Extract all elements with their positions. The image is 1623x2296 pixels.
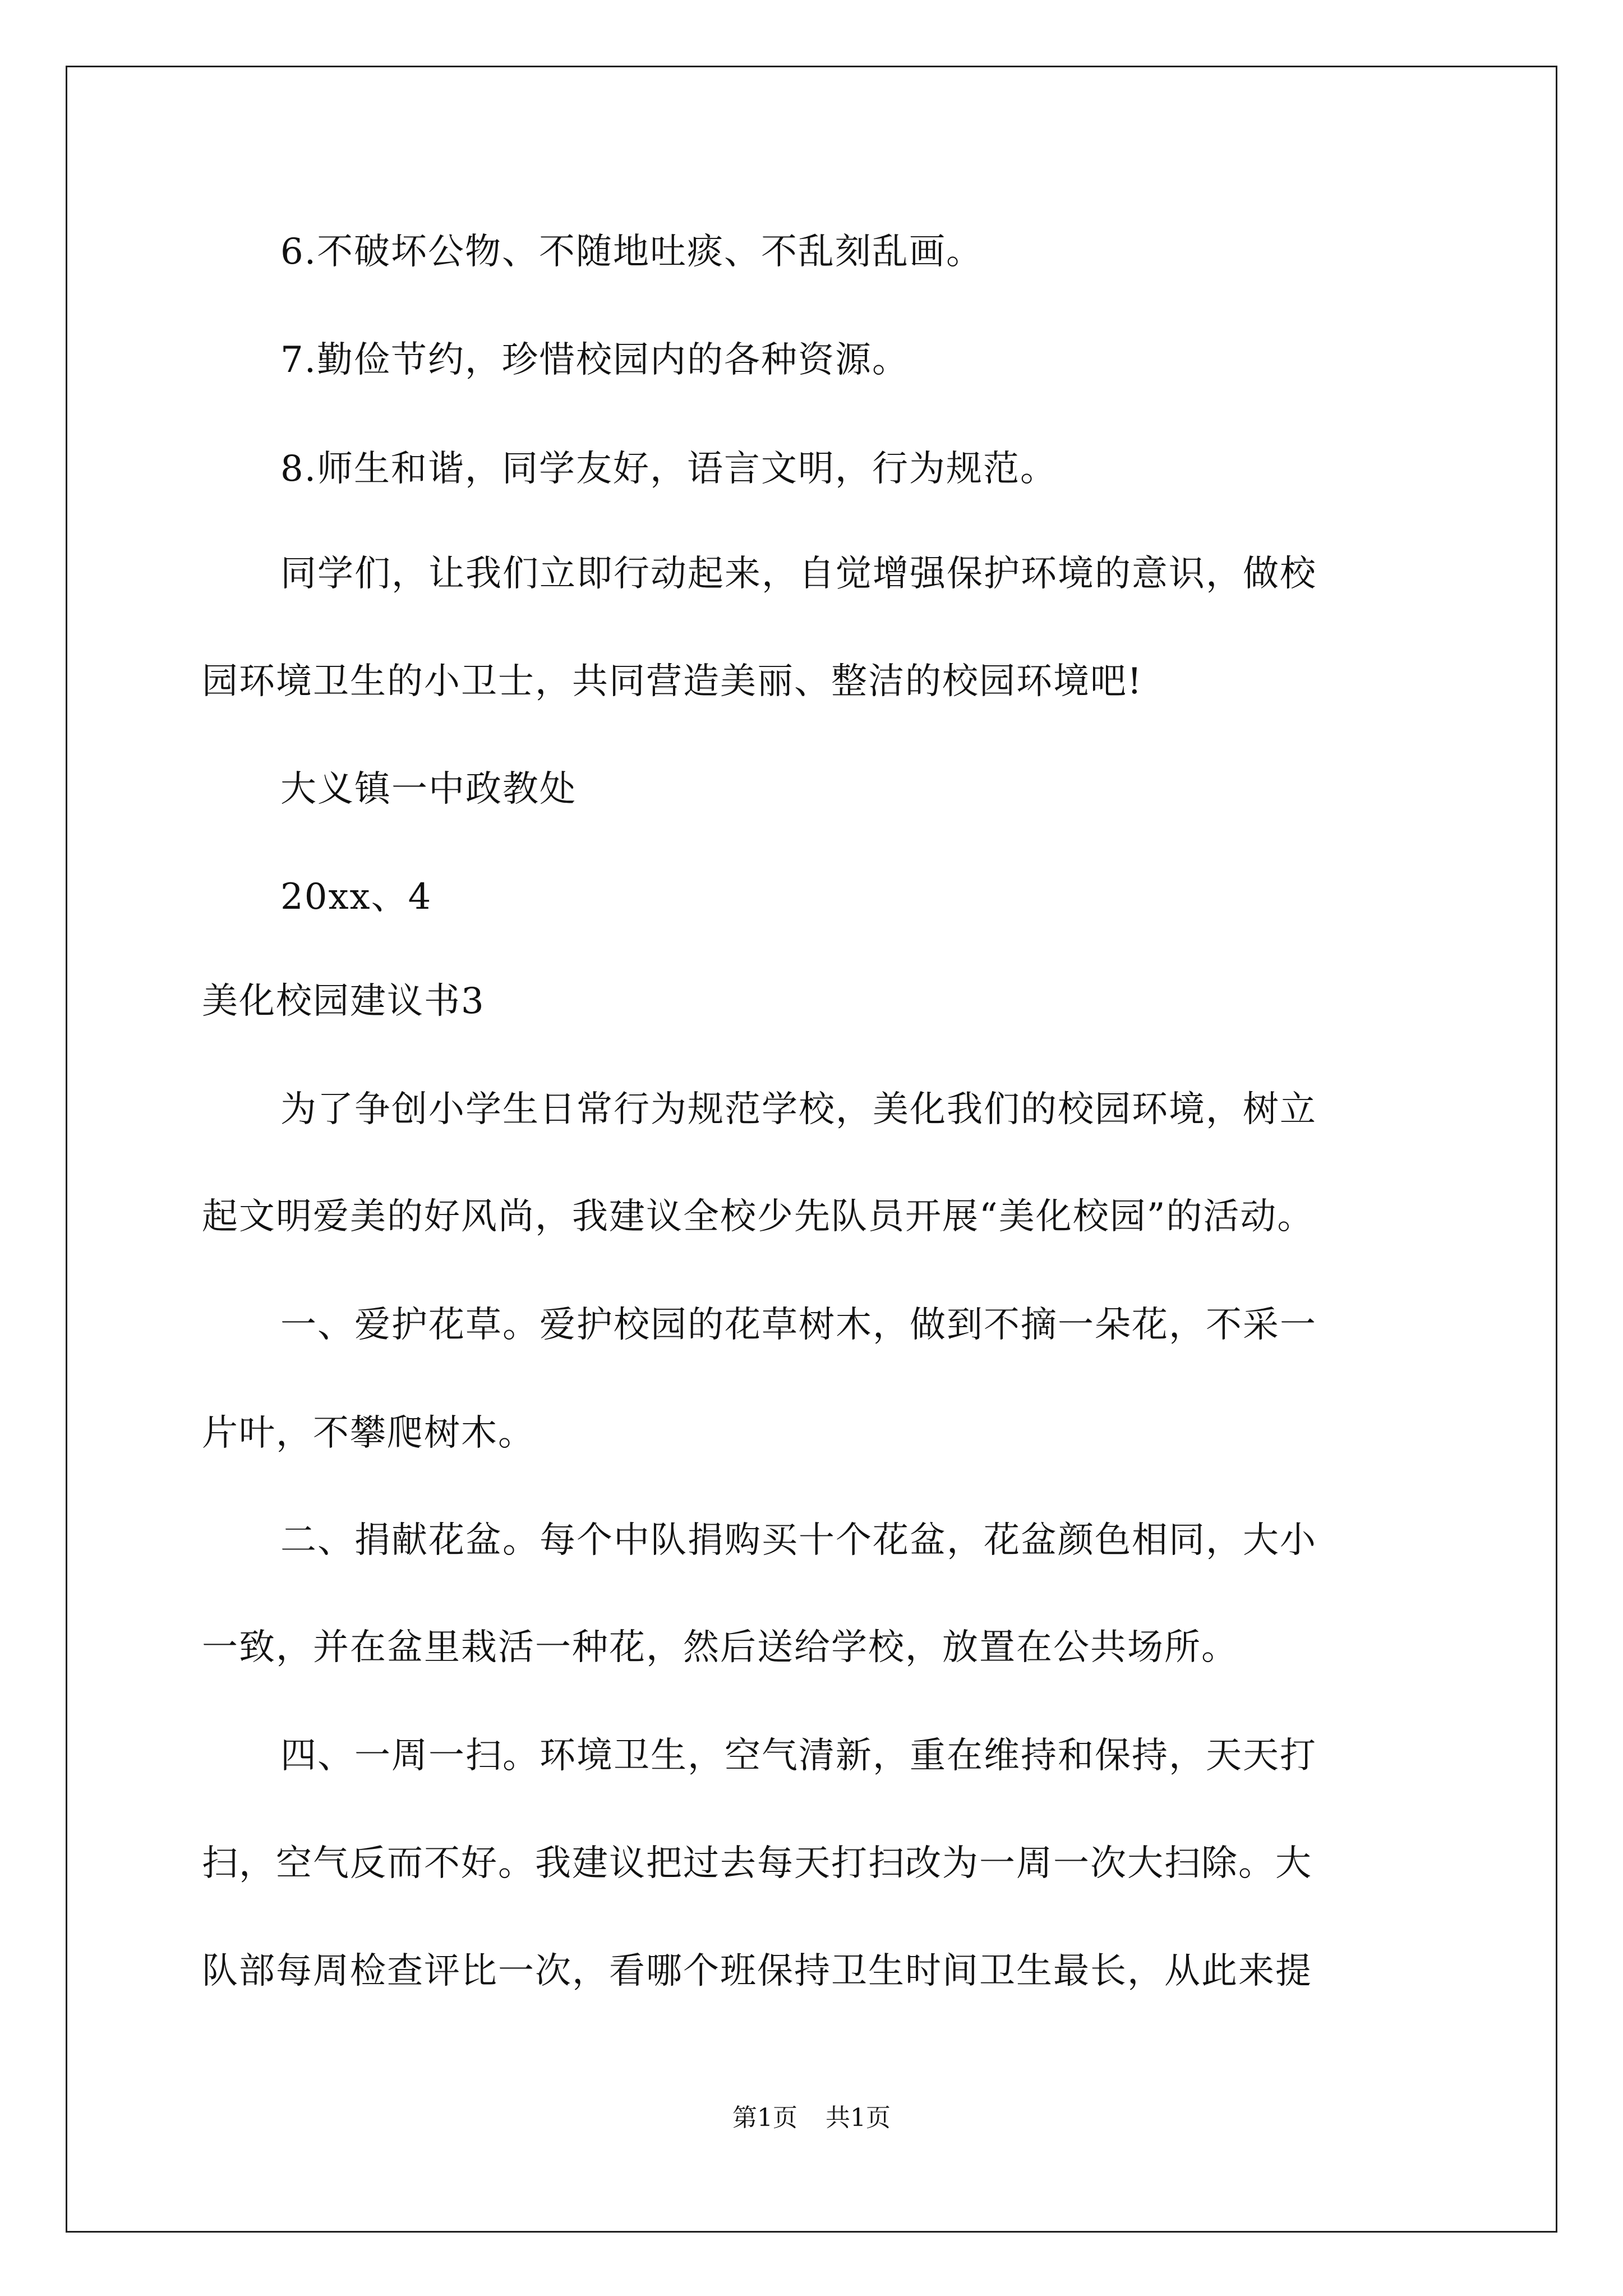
text-line: 同学们，让我们立即行动起来，自觉增强保护环境的意识，做校 [280, 553, 1317, 595]
text-line: 片叶，不攀爬树木。 [202, 1412, 535, 1454]
page-footer [0, 2106, 1623, 2131]
text-line: 园环境卫生的小卫士，共同营造美丽、整洁的校园环境吧! [202, 661, 1143, 702]
text-line: 四、一周一扫。环境卫生，空气清新，重在维持和保持，天天打 [280, 1735, 1317, 1777]
text-line: 为了争创小学生日常行为规范学校，美化我们的校园环境，树立 [280, 1089, 1317, 1130]
page-border [66, 66, 1557, 2233]
text-line: 二、捐献花盆。每个中队捐购买十个花盆，花盆颜色相同，大小 [280, 1520, 1317, 1561]
text-line: 一致，并在盆里栽活一种花，然后送给学校，放置在公共场所。 [202, 1627, 1238, 1668]
section-heading: 美化校园建议书3 [202, 981, 485, 1022]
text-line: 一、爱护花草。爱护校园的花草树木，做到不摘一朵花，不采一 [280, 1304, 1317, 1346]
text-line: 20xx、4 [280, 876, 432, 918]
text-line: 8.师生和谐，同学友好，语言文明，行为规范。 [280, 448, 1058, 490]
page-number: 第1页 [732, 2104, 797, 2132]
text-line: 大义镇一中政教处 [280, 769, 577, 810]
text-line: 队部每周检查评比一次，看哪个班保持卫生时间卫生最长，从此来提 [202, 1950, 1312, 1992]
text-line: 扫，空气反而不好。我建议把过去每天打扫改为一周一次大扫除。大 [202, 1843, 1312, 1884]
text-line: 起文明爱美的好风尚，我建议全校少先队员开展“美化校园”的活动。 [202, 1196, 1315, 1237]
text-line: 7.勤俭节约，珍惜校园内的各种资源。 [280, 339, 910, 381]
text-line: 6.不破坏公物、不随地吐痰、不乱刻乱画。 [280, 231, 984, 273]
page-count: 共1页 [826, 2104, 891, 2132]
